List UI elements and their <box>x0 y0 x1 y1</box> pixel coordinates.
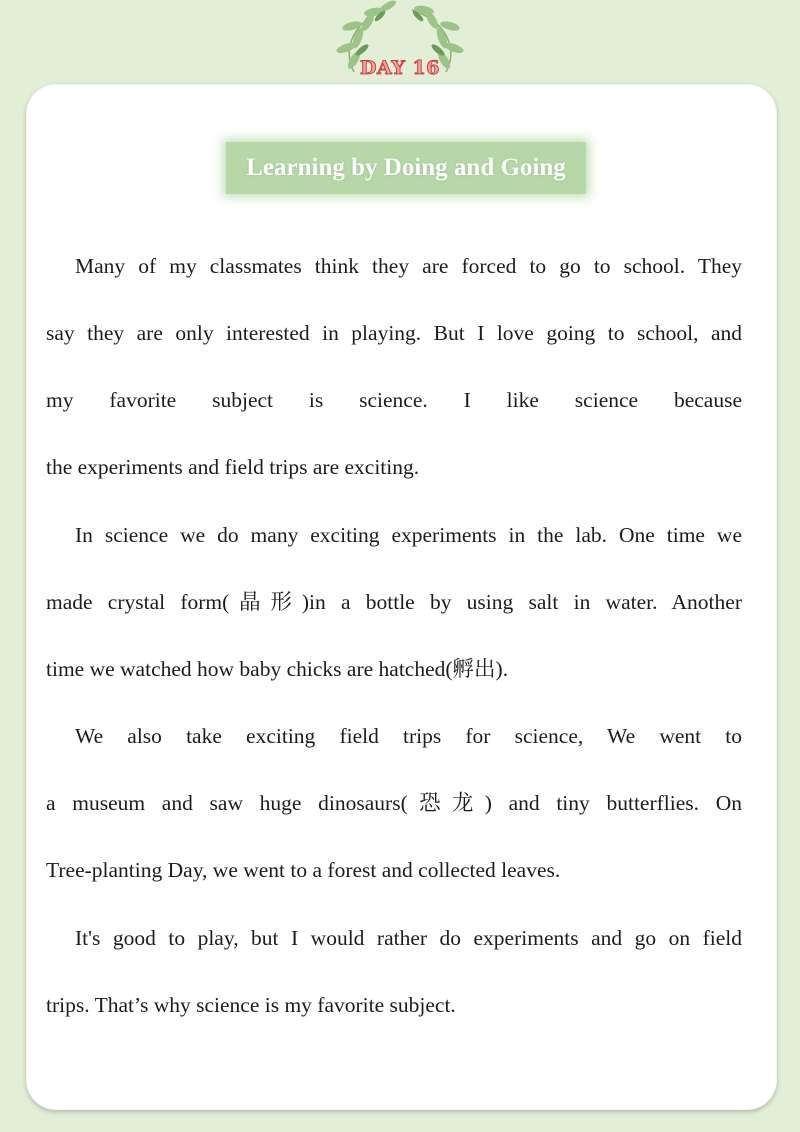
text-line: say they are only interested in playing. But I love going to school, and <box>46 321 742 345</box>
text-line: We also take exciting field trips for science, We went to <box>75 724 742 748</box>
text-line: trips. That’s why science is my favorite subject. <box>46 993 456 1017</box>
text-line: It's good to play, but I would rather do experiments and go on field <box>75 926 742 950</box>
text-line: the experiments and field trips are exciting. <box>46 455 420 479</box>
text-line: my favorite subject is science. I like science because <box>46 388 742 412</box>
title-banner <box>226 142 586 194</box>
text-line: Many of my classmates think they are forced to go to school. They <box>75 254 742 278</box>
text-line: made crystal form(晶形)in a bottle by using salt in water. Another <box>46 590 742 614</box>
page-title: Learning by Doing and Going <box>246 154 566 181</box>
text-line: In science we do many exciting experiments in the lab. One time we <box>75 523 742 547</box>
text-line: a museum and saw huge dinosaurs(恐龙) and tiny butterflies. On <box>46 791 742 815</box>
day-badge <box>332 0 468 92</box>
day-label: DAY 16 <box>360 57 440 79</box>
text-line: time we watched how baby chicks are hatched(孵出). <box>46 657 509 681</box>
text-line: Tree-planting Day, we went to a forest and collected leaves. <box>46 858 561 882</box>
